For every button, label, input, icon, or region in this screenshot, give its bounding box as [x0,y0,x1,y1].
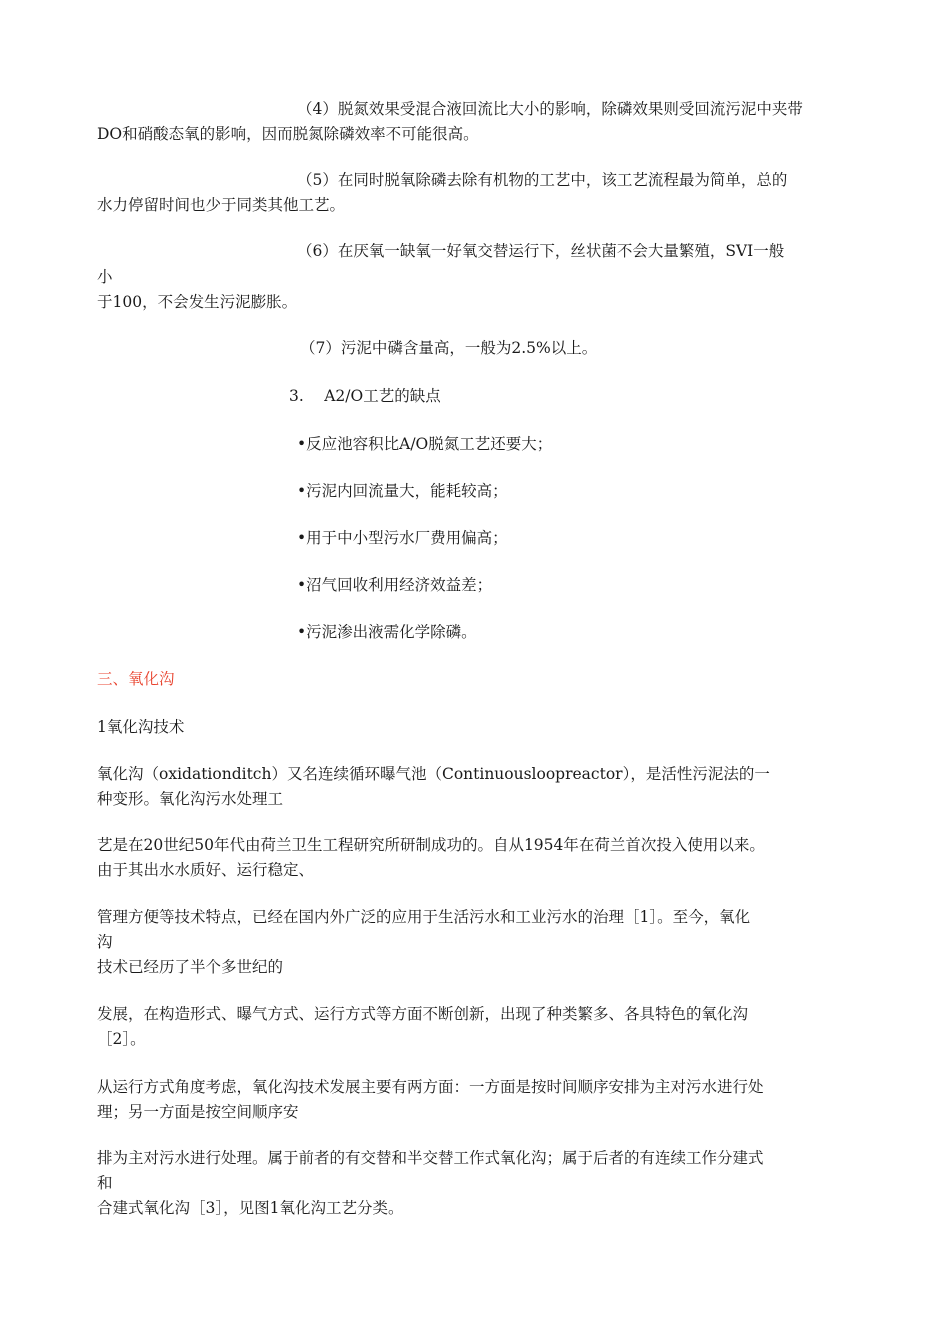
management-line2: 沟 [97,933,113,951]
history-line1: 艺是在20世纪50年代由荷兰卫生工程研究所研制成功的。自从1954年在荷兰首次投入使用以来。 [97,836,765,854]
management-line1: 管理方便等技术特点，已经在国内外广泛的应用于生活污水和工业污水的治理［1］。至今，氧化 [97,908,751,926]
history-line2: 由于其出水水质好、运行稳定、 [97,861,315,879]
para5-line2: 水力停留时间也少于同类其他工艺。 [97,196,346,214]
bullet-item: •反应池容积比A/O脱氮工艺还要大； [297,435,553,453]
para6-line2: 小 [97,268,113,286]
bullet-item: •污泥内回流量大，能耗较高； [297,482,508,500]
operation-line1: 从运行方式角度考虑，氧化沟技术发展主要有两方面：一方面是按时间顺序安排为主对污水进行处 [97,1078,764,1096]
para4-line2: DO和硝酸态氧的影响，因而脱氮除磷效率不可能很高。 [97,125,479,143]
bullet-item: •用于中小型污水厂费用偏高； [297,529,508,547]
intro-line2: 种变形。氧化沟污水处理工 [97,790,284,808]
bullet-item: •污泥渗出液需化学除磷。 [297,623,477,641]
para4-line1: （4）脱氮效果受混合液回流比大小的影响，除磷效果则受回流污泥中夹带 [297,100,803,118]
para7: （7）污泥中磷含量高，一般为2.5%以上。 [300,339,598,357]
para5-line1: （5）在同时脱氧除磷去除有机物的工艺中，该工艺流程最为简单，总的 [297,171,788,189]
development-line2: ［2］。 [97,1030,146,1048]
para6-line3: 于100，不会发生污泥膨胀。 [97,293,298,311]
bullet-item: •沼气回收利用经济效益差； [297,576,493,594]
subheading-oxidation-tech: 1氧化沟技术 [97,718,185,736]
intro-line1: 氧化沟（oxidationditch）又名连续循环曝气池（Continuousloopreactor），是活性污泥法的一 [97,765,770,783]
classification-line2: 和 [97,1174,113,1192]
section3-heading: 3. A2/O工艺的缺点 [289,387,441,405]
management-line3: 技术已经历了半个多世纪的 [97,958,284,976]
para6-line1: （6）在厌氧一缺氧一好氧交替运行下，丝状菌不会大量繁殖，SVI一般 [297,242,785,260]
classification-line3: 合建式氧化沟［3］，见图1氧化沟工艺分类。 [97,1199,404,1217]
operation-line2: 理；另一方面是按空间顺序安 [97,1103,299,1121]
classification-line1: 排为主对污水进行处理。属于前者的有交替和半交替工作式氧化沟；属于后者的有连续工作分建式 [97,1149,764,1167]
development-line1: 发展，在构造形式、曝气方式、运行方式等方面不断创新，出现了种类繁多、各具特色的氧化沟 [97,1005,749,1023]
section-heading-oxidation-ditch: 三、氧化沟 [97,670,175,688]
